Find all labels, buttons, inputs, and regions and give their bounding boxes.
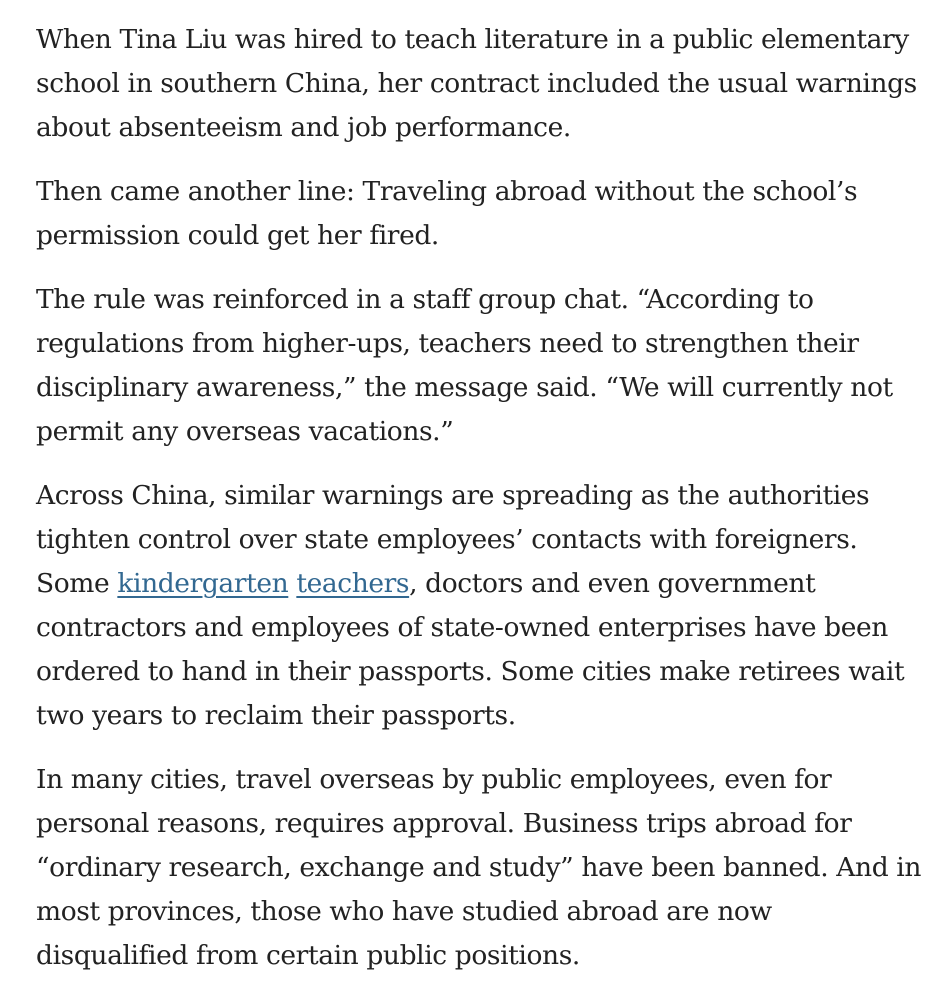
text-fragment: Some xyxy=(36,568,118,599)
paragraph-4 xyxy=(36,474,936,738)
paragraph-1 xyxy=(36,18,936,150)
text-line: ordered to hand in their passports. Some cities make retirees wait xyxy=(36,656,905,687)
text-line: “ordinary research, exchange and study” have been banned. And in xyxy=(36,852,922,883)
article-body xyxy=(36,18,936,998)
text-line: two years to reclaim their passports. xyxy=(36,700,516,731)
paragraph-3 xyxy=(36,278,936,454)
text-line: In many cities, travel overseas by public employees, even for xyxy=(36,764,832,795)
paragraph-5 xyxy=(36,758,936,978)
text-line: permit any overseas vacations.” xyxy=(36,416,454,447)
text-line: school in southern China, her contract included the usual warnings xyxy=(36,68,917,99)
kindergarten-link[interactable]: kindergarten xyxy=(117,568,289,599)
text-line: Across China, similar warnings are spreading as the authorities xyxy=(36,480,870,511)
text-line: tighten control over state employees’ contacts with foreigners. xyxy=(36,524,858,555)
teachers-link[interactable]: teachers xyxy=(296,568,410,599)
text-line: personal reasons, requires approval. Business trips abroad for xyxy=(36,808,852,839)
text-line: regulations from higher-ups, teachers need to strengthen their xyxy=(36,328,859,359)
text-fragment: , doctors and even government xyxy=(409,568,816,599)
text-line: about absenteeism and job performance. xyxy=(36,112,571,143)
text-line: Then came another line: Traveling abroad without the school’s xyxy=(36,176,858,207)
text-line: most provinces, those who have studied abroad are now xyxy=(36,896,772,927)
paragraph-2 xyxy=(36,170,936,258)
text-line: When Tina Liu was hired to teach literature in a public elementary xyxy=(36,24,909,55)
text-line: disqualified from certain public positions. xyxy=(36,940,580,971)
text-line: contractors and employees of state-owned enterprises have been xyxy=(36,612,888,643)
text-line: disciplinary awareness,” the message said. “We will currently not xyxy=(36,372,893,403)
text-line: The rule was reinforced in a staff group chat. “According to xyxy=(36,284,814,315)
text-line-with-links xyxy=(36,562,936,606)
text-line: permission could get her fired. xyxy=(36,220,439,251)
